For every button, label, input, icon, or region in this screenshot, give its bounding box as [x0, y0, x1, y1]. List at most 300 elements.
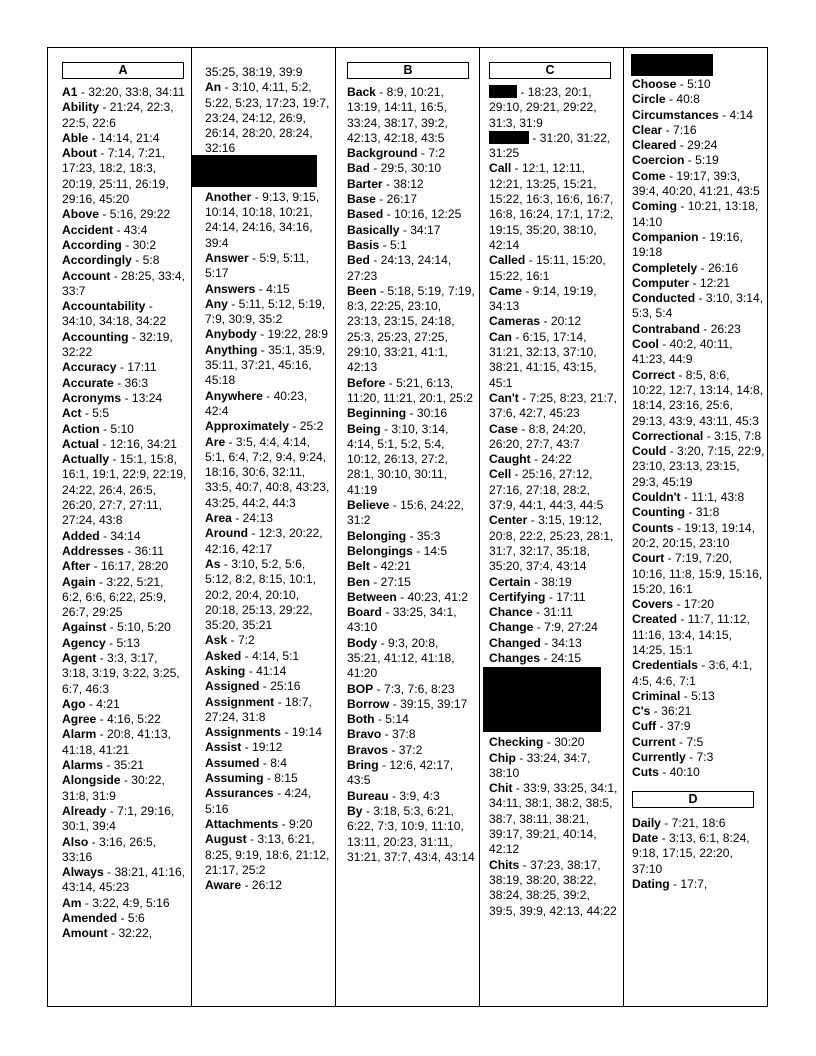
index-page-refs: 29:5, 30:10	[380, 161, 442, 176]
index-entry: Chits - 37:23, 38:17, 38:19, 38:20, 38:22, 38:24, 38:25, 39:2, 39:5, 39:9, 42:13, 44:22	[489, 857, 617, 918]
index-entry: - 18:23, 20:1, 29:10, 29:21, 29:22, 31:3, 31:9	[489, 85, 597, 130]
index-page-refs: 12:6, 42:17, 43:5	[347, 758, 454, 788]
index-page-refs: 18:7, 27:24, 31:8	[205, 694, 312, 724]
index-page-refs: 3:3, 3:17, 3:18, 3:19, 3:22, 3:25, 6:7, 46:3	[62, 650, 180, 696]
index-entry: Belonging - 35:3	[347, 528, 441, 543]
index-page-refs: 12:16, 34:21	[109, 436, 177, 451]
index-entry: Assurances - 4:24, 5:16	[205, 786, 312, 816]
index-entry: Ben - 27:15	[347, 574, 411, 589]
index-entry: Daily - 7:21, 18:6	[632, 815, 726, 830]
index-term: Assignments	[205, 725, 281, 740]
index-term: Computer	[632, 275, 690, 290]
index-entry: Cuts - 40:10	[632, 765, 700, 780]
index-term: Amount	[62, 926, 108, 941]
index-entry: Correct - 8:5, 8:6, 10:22, 12:7, 13:14, 14:8, 18:14, 23:16, 25:6, 29:13, 43:9, 43:11, 45:3	[632, 367, 764, 428]
index-term: Dating	[632, 876, 670, 891]
index-page-refs: 5:21, 6:13, 11:20, 11:21, 20:1, 25:2	[347, 375, 473, 405]
index-entry: Changed - 34:13	[489, 635, 582, 650]
index-entry: Chit - 33:9, 33:25, 34:1, 34:11, 38:1, 38:2, 38:5, 38:7, 38:11, 38:21, 39:17, 39:21, 40:14, 42:12	[489, 781, 618, 857]
index-term: A1	[62, 85, 78, 99]
index-term: Based	[347, 207, 384, 222]
index-entry: Alarms - 35:21	[62, 758, 145, 773]
index-entry: Created - 11:7, 11:12, 11:16, 13:4, 14:15, 14:25, 15:1	[632, 612, 750, 657]
index-entry: August - 3:13, 6:21, 8:25, 9:19, 18:6, 21:12, 21:17, 25:2	[205, 832, 330, 877]
index-page-refs: 28:25, 33:4, 33:7	[62, 268, 186, 298]
index-page-refs: 25:16, 27:12, 27:16, 27:18, 28:2, 37:9, 44:1, 44:3, 44:5	[489, 467, 604, 513]
index-term: By	[347, 803, 363, 818]
index-page-refs: 35:3	[416, 528, 441, 543]
index-page-refs: 7:5	[686, 734, 704, 749]
index-entry: Board - 33:25, 34:1, 43:10	[347, 605, 457, 635]
index-term: Accident	[62, 222, 114, 237]
index-term: Believe	[347, 498, 390, 513]
index-term: Cell	[489, 467, 512, 482]
index-term: Center	[489, 513, 528, 528]
index-term: Above	[62, 207, 99, 222]
index-term: Any	[205, 296, 228, 311]
index-entry: Cool - 40:2, 40:11, 41:23, 44:9	[632, 337, 733, 367]
index-entry: Can't - 7:25, 8:23, 21:7, 37:6, 42:7, 45:23	[489, 390, 617, 421]
index-term: Addresses	[62, 543, 124, 558]
index-page-refs: 5:9, 5:11, 5:17	[205, 250, 309, 281]
index-page-refs: 16:17, 28:20	[100, 559, 169, 574]
index-page-refs: 32:19, 32:22	[62, 329, 173, 360]
index-page-refs: 5:10	[687, 77, 711, 91]
section-header: A	[62, 62, 184, 79]
index-term: Attachments	[205, 816, 279, 831]
index-page-refs: 3:22, 4:9, 5:16	[92, 895, 170, 910]
index-term: Clear	[632, 122, 663, 137]
index-page-refs: 24:13	[242, 511, 273, 526]
index-page-refs: 19:13, 19:14, 20:2, 20:15, 23:10	[632, 520, 756, 550]
index-term: An	[205, 80, 222, 95]
index-page-refs: 43:4	[123, 222, 148, 237]
index-page-refs: 36:21	[661, 704, 692, 719]
index-term: Change	[489, 620, 534, 635]
index-entry: Agent - 3:3, 3:17, 3:18, 3:19, 3:22, 3:25, 6:7, 46:3	[62, 650, 180, 696]
index-page-refs: 31:11	[543, 605, 573, 620]
index-term: Beginning	[347, 406, 407, 421]
section-header: D	[632, 791, 754, 808]
index-term: Contraband	[632, 321, 700, 336]
index-page-refs: 5:13	[116, 635, 140, 650]
index-page-refs: 8:15	[274, 771, 298, 786]
index-term: Already	[62, 803, 107, 818]
index-term: Companion	[632, 229, 699, 244]
index-term: Alarm	[62, 727, 97, 742]
index-page-refs: 25:16	[270, 679, 301, 694]
index-page-refs: 9:14, 19:19, 34:13	[489, 283, 597, 314]
index-entry: Bring - 12:6, 42:17, 43:5	[347, 758, 454, 788]
index-page-frame	[47, 47, 768, 1007]
index-entry: Aware - 26:12	[205, 878, 283, 893]
index-page-refs: 7:1, 29:16, 30:1, 39:4	[62, 803, 175, 834]
index-term: Checking	[489, 735, 544, 750]
index-term: Circle	[632, 92, 666, 107]
index-page-refs: 19:12	[252, 740, 283, 755]
index-term: Certifying	[489, 589, 546, 604]
index-term: Can	[489, 329, 512, 344]
index-entry: Amended - 5:6	[62, 911, 145, 926]
index-page-refs: 8:9, 10:21, 13:19, 14:11, 16:5, 33:24, 38:17, 39:2, 42:13, 42:18, 43:5	[347, 85, 448, 145]
index-entry: Change - 7:9, 27:24	[489, 620, 598, 635]
index-entry: - 31:20, 31:22, 31:25	[489, 130, 611, 161]
index-page-refs: 37:8	[392, 727, 416, 742]
index-term: Aware	[205, 878, 242, 893]
index-page-refs: 14:5	[423, 543, 448, 558]
index-entry: Covers - 17:20	[632, 597, 715, 612]
index-term: Criminal	[632, 688, 681, 703]
index-term: Court	[632, 551, 665, 566]
index-term: Are	[205, 434, 226, 449]
index-term: Currently	[632, 750, 686, 765]
index-term: Am	[62, 895, 82, 910]
index-page-refs: 3:10, 4:11, 5:2, 5:22, 5:23, 17:23, 19:7, 23:24, 24:12, 26:9, 26:14, 28:20, 28:24, 32:16	[205, 80, 330, 156]
index-page-refs: 12:1, 12:11, 12:21, 13:25, 15:21, 15:22, 16:3, 16:6, 16:7, 16:8, 16:24, 17:1, 17:2, 19:15, 35:20, 38:10, 42:14	[489, 161, 614, 252]
index-term: Area	[205, 511, 232, 526]
index-term: Accordingly	[62, 253, 132, 268]
index-page-refs: 7:19, 7:20, 10:16, 11:8, 15:9, 15:16, 15:20, 16:1	[632, 551, 763, 596]
index-entry: Already - 7:1, 29:16, 30:1, 39:4	[62, 803, 175, 834]
index-term: Actually	[62, 452, 110, 467]
index-page-refs: 3:22, 5:21, 6:2, 6:6, 6:22, 25:9, 26:7, 29:25	[62, 574, 167, 620]
index-entry: Agency - 5:13	[62, 635, 140, 650]
index-entry: Anything - 35:1, 35:9, 35:11, 37:21, 45:16, 45:18	[205, 342, 326, 388]
index-page-refs: 11:7, 11:12, 11:16, 13:4, 14:15, 14:25, 15:1	[632, 612, 750, 657]
index-page-refs: 37:9	[666, 719, 691, 734]
index-page-refs: 17:20	[683, 597, 715, 612]
index-entry: By - 3:18, 5:3, 6:21, 6:22, 7:3, 10:9, 11:10, 13:11, 20:23, 31:11, 31:21, 37:7, 43:4, 43:14	[347, 803, 475, 864]
index-entry: Believe - 15:6, 24:22, 31:2	[347, 498, 464, 528]
index-term: Chip	[489, 750, 516, 765]
index-page-refs: 25:2	[299, 419, 324, 434]
index-page-refs: 4:24, 5:16	[205, 786, 312, 816]
index-page-refs: 26:23	[710, 321, 741, 336]
index-entry: Based - 10:16, 12:25	[347, 207, 462, 222]
index-entry: Accurate - 36:3	[62, 375, 149, 390]
index-column-5	[624, 48, 769, 1006]
index-column-3	[336, 48, 480, 1006]
index-term: Assist	[205, 740, 242, 755]
index-term: Chits	[489, 857, 520, 872]
index-entry: Clear - 7:16	[632, 122, 697, 137]
index-page-refs: 35:1, 35:9, 35:11, 37:21, 45:16, 45:18	[205, 342, 326, 388]
index-term: Ben	[347, 574, 370, 589]
index-entry: As - 3:10, 5:2, 5:6, 5:12, 8:2, 8:15, 10:1, 20:2, 20:4, 20:10, 20:18, 25:13, 29:22, 35:20, 35:21	[205, 556, 316, 633]
index-page-refs: 4:21	[96, 696, 120, 711]
index-entry: Computer - 12:21	[632, 275, 731, 290]
index-page-refs: 36:11	[134, 543, 164, 558]
index-column-1	[48, 48, 192, 1006]
index-page-refs: 4:14	[729, 107, 754, 122]
index-page-refs: 3:9, 4:3	[399, 788, 440, 803]
index-term: Answers	[205, 281, 256, 296]
index-entry: According - 30:2	[62, 237, 157, 252]
index-term: Both	[347, 712, 375, 727]
index-page-refs: 21:24, 22:3, 22:5, 22:6	[62, 100, 174, 130]
index-term: Body	[347, 635, 378, 650]
index-page-refs: 3:13, 6:21, 8:25, 9:19, 18:6, 21:12, 21:17, 25:2	[205, 832, 330, 877]
index-page-refs: 12:3, 20:22, 42:16, 42:17	[205, 526, 323, 556]
index-entry: Added - 34:14	[62, 528, 141, 543]
index-entry: Am - 3:22, 4:9, 5:16	[62, 895, 170, 910]
index-page-refs: 5:8	[142, 253, 160, 268]
index-entry: Dating - 17:7,	[632, 876, 708, 891]
index-entry: Call - 12:1, 12:11, 12:21, 13:25, 15:21, 15:22, 16:3, 16:6, 16:7, 16:8, 16:24, 17:1, 17:2, 19:15, 35:20, 38:10, 42:14	[489, 161, 614, 252]
index-page-refs: 8:4	[270, 755, 288, 770]
index-entry: Attachments - 9:20	[205, 816, 313, 831]
index-entry: Currently - 7:3	[632, 750, 714, 765]
index-term: Act	[62, 406, 82, 421]
index-page-refs: 5:18, 5:19, 7:19, 8:3, 22:25, 23:10, 23:13, 23:15, 24:18, 25:3, 25:23, 27:25, 29:10, 33:21, 41:1, 42:13	[347, 283, 475, 375]
index-entry: About - 7:14, 7:21, 17:23, 18:2, 18:3, 20:19, 25:11, 26:19, 29:16, 45:20	[62, 146, 169, 207]
index-term: Assumed	[205, 755, 260, 770]
index-term: Come	[632, 168, 666, 183]
index-page-refs: 24:13, 24:14, 27:23	[347, 253, 452, 283]
index-entry: Credentials - 3:6, 4:1, 4:5, 4:6, 7:1	[632, 658, 753, 688]
index-term: Acronyms	[62, 390, 122, 405]
index-term: Correct	[632, 367, 676, 382]
index-page-refs: 7:3, 7:6, 8:23	[383, 681, 455, 696]
index-term: Accurate	[62, 375, 114, 390]
index-page-refs: 9:13, 9:15, 10:14, 10:18, 10:21, 24:14, 24:16, 34:16, 39:4	[205, 189, 320, 250]
index-page-refs: 40:10	[669, 765, 700, 780]
index-entry: Bravos - 37:2	[347, 742, 423, 757]
index-page-refs: 9:3, 20:8, 35:21, 41:12, 41:18, 41:20	[347, 635, 455, 681]
index-term: Before	[347, 375, 386, 390]
index-entry: Alongside - 30:22, 31:8, 31:9	[62, 773, 165, 803]
index-term: Bring	[347, 758, 379, 773]
index-page-refs: 7:3	[696, 750, 714, 765]
index-page-refs: 15:11, 15:20, 15:22, 16:1	[489, 253, 606, 283]
index-term: Bad	[347, 161, 370, 176]
index-entry: Belongings - 14:5	[347, 543, 448, 558]
index-entry: Choose - 5:10	[632, 77, 711, 91]
index-entry: Again - 3:22, 5:21, 6:2, 6:6, 6:22, 25:9, 26:7, 29:25	[62, 574, 167, 620]
index-page-refs: 5:10	[110, 421, 134, 436]
index-page-refs: 33:24, 34:7, 38:10	[489, 750, 591, 780]
index-term: Anybody	[205, 327, 257, 342]
index-entry: Could - 3:20, 7:15, 22:9, 23:10, 23:13, 23:15, 29:3, 45:19	[632, 444, 765, 489]
index-entry: Caught - 24:22	[489, 452, 572, 467]
redaction-block	[631, 54, 713, 76]
index-term: Account	[62, 268, 111, 283]
index-term: Current	[632, 734, 676, 749]
index-term: After	[62, 559, 91, 574]
index-page-refs: 7:2	[237, 633, 255, 648]
index-term: Case	[489, 421, 518, 436]
index-page-refs: 8:8, 24:20, 26:20, 27:7, 43:7	[489, 421, 586, 451]
index-page-refs: 30:16	[416, 406, 448, 421]
index-entry: Completely - 26:16	[632, 260, 739, 275]
index-term: August	[205, 832, 247, 847]
index-term: About	[62, 146, 97, 161]
index-page-refs: 18:23, 20:1, 29:10, 29:21, 29:22, 31:3, 31:9	[489, 85, 597, 130]
index-page-refs: 17:11	[556, 589, 586, 604]
index-term: Certain	[489, 574, 531, 589]
index-page-refs: 38:12	[393, 176, 424, 191]
index-page-refs: 5:10, 5:20	[117, 620, 171, 635]
index-page-refs: 26:12	[251, 878, 283, 893]
index-page-refs: 10:21, 13:18, 14:10	[632, 199, 759, 229]
index-entry: Bureau - 3:9, 4:3	[347, 788, 440, 803]
index-term: Credentials	[632, 658, 698, 673]
index-term: Chance	[489, 605, 533, 620]
index-page-refs: 37:23, 38:17, 38:19, 38:20, 38:22, 38:24, 38:25, 39:2, 39:5, 39:9, 42:13, 44:22	[489, 857, 617, 918]
index-entry: Both - 5:14	[347, 712, 409, 727]
index-entry: Approximately - 25:2	[205, 419, 324, 434]
index-entry: Barter - 38:12	[347, 176, 424, 191]
index-entry: Actually - 15:1, 15:8, 16:1, 19:1, 22:9, 22:19, 24:22, 26:4, 26:5, 26:20, 27:7, 27:11, 27:24, 43:8	[62, 452, 187, 528]
index-entry: Circumstances - 4:14	[632, 107, 754, 122]
index-page-refs: 4:14, 5:1	[252, 648, 300, 663]
index-term: Bed	[347, 253, 370, 268]
index-page-refs: 4:15	[266, 281, 290, 296]
index-entry: Current - 7:5	[632, 734, 704, 749]
index-entry: A1 - 32:20, 33:8, 34:11	[62, 85, 185, 99]
index-term: Cuff	[632, 719, 657, 734]
index-entry: Court - 7:19, 7:20, 10:16, 11:8, 15:9, 15:16, 15:20, 16:1	[632, 551, 763, 596]
index-column-4	[480, 48, 624, 1006]
index-term: Actual	[62, 436, 99, 451]
index-term: Cameras	[489, 314, 541, 329]
index-page-refs: 3:6, 4:1, 4:5, 4:6, 7:1	[632, 658, 753, 688]
index-entry: Basis - 5:1	[347, 237, 407, 252]
index-page-refs: 3:15, 7:8	[713, 428, 762, 443]
index-term: Called	[489, 253, 526, 268]
index-page-refs: 42:21	[380, 559, 411, 574]
index-page-refs: 31:20, 31:22, 31:25	[489, 130, 611, 161]
index-entry: Cuff - 37:9	[632, 719, 691, 734]
index-entry: Any - 5:11, 5:12, 5:19, 7:9, 30:9, 35:2	[205, 296, 326, 327]
index-entry: Certain - 38:19	[489, 574, 572, 589]
index-entry: Asked - 4:14, 5:1	[205, 648, 300, 663]
index-term: Between	[347, 589, 397, 604]
index-entry: Between - 40:23, 41:2	[347, 589, 469, 604]
index-term: Coming	[632, 199, 678, 214]
index-page-refs: 7:14, 7:21, 17:23, 18:2, 18:3, 20:19, 25:11, 26:19, 29:16, 45:20	[62, 146, 169, 207]
index-page-refs: 41:14	[256, 663, 287, 678]
index-page-refs: 13:24	[131, 390, 163, 405]
index-page-refs: 19:14	[291, 725, 322, 740]
index-page-refs: 40:2, 40:11, 41:23, 44:9	[632, 337, 733, 367]
index-page-refs: 33:25, 34:1, 43:10	[347, 605, 457, 635]
index-term: Being	[347, 421, 381, 436]
index-entry: BOP - 7:3, 7:6, 8:23	[347, 681, 455, 696]
index-page-refs: 40:23, 42:4	[205, 388, 308, 418]
index-entry: Companion - 19:16, 19:18	[632, 229, 743, 260]
index-page-refs: 14:14, 21:4	[98, 130, 160, 145]
index-entry: Amount - 32:22,	[62, 926, 153, 941]
index-term: Always	[62, 865, 104, 880]
index-page-refs: 30:20	[554, 735, 585, 750]
index-term: Ago	[62, 696, 86, 711]
index-term: Assignment	[205, 694, 275, 709]
index-entry: Agree - 4:16, 5:22	[62, 712, 161, 727]
index-page-refs: 3:16, 26:5, 33:16	[62, 834, 157, 864]
index-term: Counts	[632, 520, 674, 535]
index-page-refs: 7:21, 18:6	[671, 815, 726, 830]
index-entry: Body - 9:3, 20:8, 35:21, 41:12, 41:18, 41:20	[347, 635, 455, 681]
index-entry: Ago - 4:21	[62, 696, 120, 711]
index-page-refs: 5:11, 5:12, 5:19, 7:9, 30:9, 35:2	[205, 296, 326, 327]
index-page-refs: 3:10, 3:14, 5:3, 5:4	[632, 291, 764, 321]
index-entry: Alarm - 20:8, 41:13, 41:18, 41:21	[62, 727, 171, 757]
index-entry: Actual - 12:16, 34:21	[62, 436, 177, 451]
index-entry: Above - 5:16, 29:22	[62, 207, 171, 222]
index-page-refs: 26:16	[707, 260, 739, 275]
index-term: Agree	[62, 712, 97, 727]
index-term: Changes	[489, 650, 541, 665]
index-term: Bureau	[347, 788, 389, 803]
index-page-refs: 19:17, 39:3, 39:4, 40:20, 41:21, 43:5	[632, 168, 760, 199]
index-term: Background	[347, 146, 418, 161]
redaction-bar	[489, 131, 529, 144]
index-page-refs: 29:24	[687, 138, 718, 153]
index-entry: Counting - 31:8	[632, 505, 720, 520]
index-term: Choose	[632, 77, 677, 91]
index-term: Agency	[62, 635, 106, 650]
index-page-refs: 3:10, 5:2, 5:6, 5:12, 8:2, 8:15, 10:1, 20:2, 20:4, 20:10, 20:18, 25:13, 29:22, 35:20, 35:21	[205, 556, 316, 633]
index-entry: Another - 9:13, 9:15, 10:14, 10:18, 10:21, 24:14, 24:16, 34:16, 39:4	[205, 189, 320, 250]
index-term: Basis	[347, 237, 380, 252]
index-page-refs: 36:3	[124, 375, 149, 390]
index-term: Came	[489, 283, 522, 298]
index-entry: Ability - 21:24, 22:3, 22:5, 22:6	[62, 100, 174, 130]
index-page-refs: 17:7,	[680, 876, 708, 891]
index-term: Accountability	[62, 299, 146, 314]
index-entry: Always - 38:21, 41:16, 43:14, 45:23	[62, 865, 186, 895]
index-term: Bravos	[347, 742, 389, 757]
index-page-refs: 5:13	[691, 688, 715, 703]
index-entry: Criminal - 5:13	[632, 688, 715, 703]
index-page-refs: 7:25, 8:23, 21:7, 37:6, 42:7, 45:23	[489, 390, 617, 421]
index-page-refs: 4:16, 5:22	[107, 712, 161, 727]
index-term: Around	[205, 526, 248, 541]
index-term: Call	[489, 161, 512, 176]
index-page-refs: 5:1	[390, 237, 407, 252]
index-term: Back	[347, 85, 376, 99]
index-entry: Asking - 41:14	[205, 663, 287, 678]
index-term: Assuming	[205, 771, 264, 786]
index-entry: Been - 5:18, 5:19, 7:19, 8:3, 22:25, 23:10, 23:13, 23:15, 24:18, 25:3, 25:23, 27:25, 29:10, 33:21, 41:1, 42:13	[347, 283, 475, 375]
index-term: Again	[62, 574, 96, 589]
index-page-refs: 3:13, 6:1, 8:24, 9:18, 17:15, 22:20, 37:10	[632, 830, 750, 876]
index-page-refs: 17:11	[127, 360, 157, 375]
index-entry: Coming - 10:21, 13:18, 14:10	[632, 199, 759, 229]
index-page-refs: 35:25, 38:19, 39:9	[205, 65, 303, 79]
index-page-refs: 5:6	[127, 911, 145, 926]
index-entry: Bravo - 37:8	[347, 727, 416, 742]
index-term: Counting	[632, 505, 686, 520]
index-term: Completely	[632, 260, 698, 275]
index-term: Against	[62, 620, 107, 635]
index-entry: Can - 6:15, 17:14, 31:21, 32:13, 37:10, 38:21, 41:15, 43:15, 45:1	[489, 329, 597, 390]
index-entry: Counts - 19:13, 19:14, 20:2, 20:15, 23:10	[632, 520, 756, 550]
index-entry: Coercion - 5:19	[632, 153, 719, 168]
index-entry: Accuracy - 17:11	[62, 360, 157, 375]
index-entry: C's - 36:21	[632, 704, 692, 719]
index-entry: Acronyms - 13:24	[62, 390, 163, 405]
index-page-refs: 15:1, 15:8, 16:1, 19:1, 22:9, 22:19, 24:22, 26:4, 26:5, 26:20, 27:7, 27:11, 27:24, 43:8	[62, 452, 187, 528]
index-entry: Assigned - 25:16	[205, 679, 301, 694]
index-term: Action	[62, 421, 100, 436]
index-page-refs: 19:22, 28:9	[267, 327, 329, 342]
index-term: According	[62, 237, 122, 252]
index-entry: Belt - 42:21	[347, 559, 411, 574]
index-entry: Chip - 33:24, 34:7, 38:10	[489, 750, 591, 780]
index-entry: Beginning - 30:16	[347, 406, 448, 421]
